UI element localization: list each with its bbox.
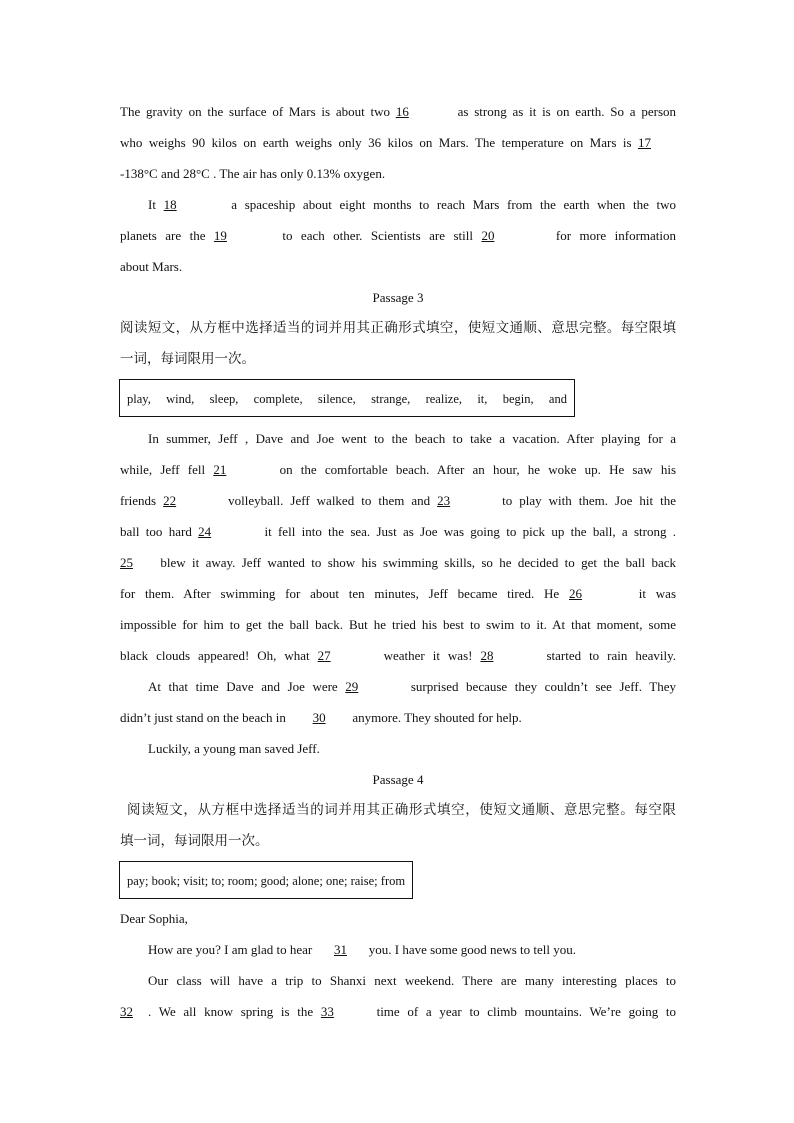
blank-23[interactable]: 23 [437,493,451,508]
blank-32[interactable]: 32 [120,1004,133,1019]
paragraph-line: didn’t just stand on the beach in 30 anymore. They shouted for help. [120,702,676,733]
word-bank-item: play, [127,392,151,406]
document-page [120,96,676,1027]
blank-25[interactable]: 25 [120,555,133,570]
blank-26[interactable]: 26 [568,586,582,601]
word-bank-item: realize, [425,392,463,406]
blank-18[interactable]: 18 [163,197,177,212]
instruction-line: 一词，每词限用一次。 [120,351,255,367]
blank-28[interactable]: 28 [480,648,494,663]
word-bank-item: it, [477,392,488,406]
word-bank-item: wind, [166,392,195,406]
paragraph-line: Luckily, a young man saved Jeff. [148,741,320,756]
paragraph-line: The gravity on the surface of Mars is about two 16 as strong as it is on earth. So a person [120,96,676,127]
paragraph-line: while, Jeff fell 21 on the comfortable beach. After an hour, he woke up. He saw his [120,454,676,485]
paragraph-line: who weighs 90 kilos on earth weighs only 36 kilos on Mars. The temperature on Mars is 17 [120,127,676,158]
paragraph-line: black clouds appeared! Oh, what 27 weather it was! 28 started to rain heavily. [120,640,676,671]
blank-30[interactable]: 30 [312,710,326,725]
paragraph-line: impossible for him to get the ball back. But he tried his best to swim to it. At that moment, some [120,617,676,632]
blank-29[interactable]: 29 [345,679,359,694]
paragraph-line: In summer, Jeff , Dave and Joe went to the beach to take a vacation. After playing for a [148,431,676,446]
word-bank-box: pay; book; visit; to; room; good; alone; one; raise; from [119,861,413,899]
word-bank-item: and [548,392,567,406]
blank-21[interactable]: 21 [213,462,227,477]
word-bank-item: sleep, [209,392,239,406]
paragraph-line: for them. After swimming for about ten minutes, Jeff became tired. He 26 it was [120,578,676,609]
blank-22[interactable]: 22 [163,493,177,508]
paragraph-line: 25 blew it away. Jeff wanted to show his swimming skills, so he decided to get the ball back [120,547,676,578]
word-bank-item: strange, [371,392,411,406]
paragraph-line: -138°C and 28°C . The air has only 0.13% oxygen. [120,166,386,181]
paragraph-line: Our class will have a trip to Shanxi next weekend. There are many interesting places to [148,973,676,988]
paragraph-line: ball too hard 24 it fell into the sea. Just as Joe was going to pick up the ball, a strong . [120,516,676,547]
passage-3-title: Passage 3 [372,290,424,305]
blank-24[interactable]: 24 [198,524,212,539]
blank-16[interactable]: 16 [395,104,409,119]
blank-17[interactable]: 17 [638,135,651,150]
instruction-line: 阅读短文，从方框中选择适当的词并用其正确形式填空，使短文通顺、意思完整。每空限填 [120,320,676,336]
instruction-line: 填一词，每词限用一次。 [120,833,269,849]
paragraph-line: planets are the 19 to each other. Scientists are still 20 for more information [120,220,676,251]
passage-4-title: Passage 4 [372,772,424,787]
blank-19[interactable]: 19 [213,228,227,243]
salutation: Dear Sophia, [120,911,188,926]
paragraph-line: At that time Dave and Joe were 29 surprised because they couldn’t see Jeff. They [120,671,676,702]
paragraph-line: It 18 a spaceship about eight months to reach Mars from the earth when the two [120,189,676,220]
blank-20[interactable]: 20 [481,228,495,243]
paragraph-line: friends 22 volleyball. Jeff walked to them and 23 to play with them. Joe hit the [120,485,676,516]
blank-27[interactable]: 27 [317,648,331,663]
word-bank-item: silence, [317,392,356,406]
paragraph-line: How are you? I am glad to hear 31 you. I have some good news to tell you. [120,934,676,965]
word-bank-item: complete, [253,392,303,406]
word-bank-box [119,379,575,417]
word-bank-item: begin, [502,392,534,406]
paragraph-line: 32 . We all know spring is the 33 time of a year to climb mountains. We’re going to [120,996,676,1027]
blank-33[interactable]: 33 [320,1004,334,1019]
paragraph-line: about Mars. [120,259,183,274]
instruction-line: 阅读短文，从方框中选择适当的词并用其正确形式填空，使短文通顺、意思完整。每空限 [127,802,676,818]
blank-31[interactable]: 31 [334,942,347,957]
